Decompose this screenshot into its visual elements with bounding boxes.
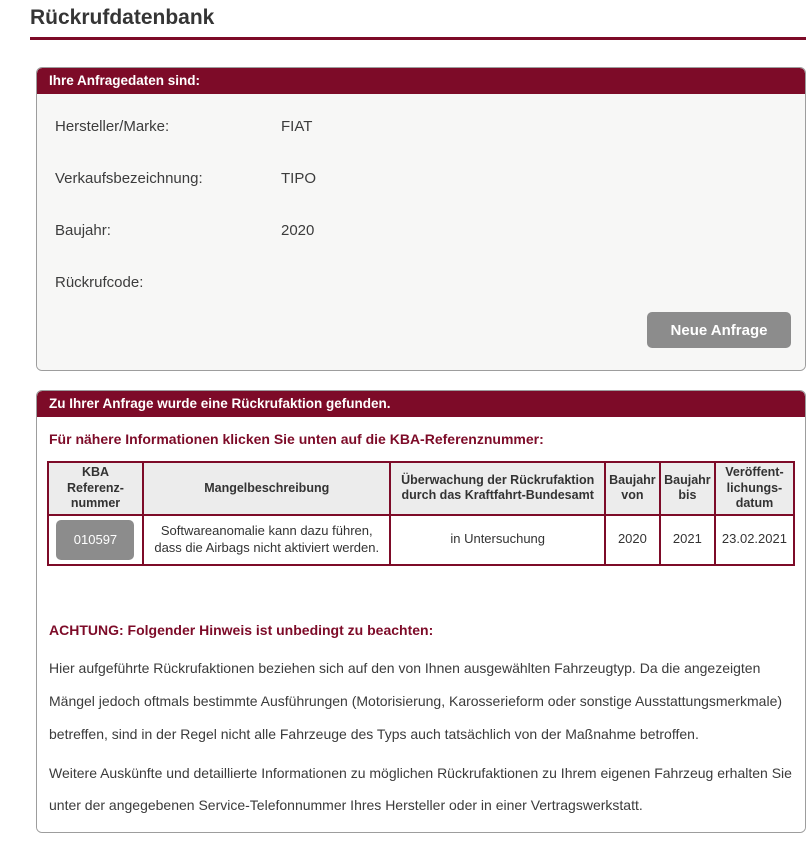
field-row-hersteller <box>55 118 795 135</box>
query-panel-body <box>37 94 805 370</box>
page-title: Rückrufdatenbank <box>30 6 806 40</box>
query-data-panel <box>36 67 806 371</box>
cell-kba-ref <box>48 515 143 565</box>
new-request-button[interactable]: Neue Anfrage <box>647 312 791 348</box>
instruction-text: Für nähere Informationen klicken Sie unten auf die KBA-Referenznummer: <box>49 431 544 447</box>
column-header-mangelbeschreibung: Mangelbeschreibung <box>143 462 390 515</box>
field-label-verkaufsbezeichnung: Verkaufsbezeichnung: <box>55 170 203 187</box>
results-panel-header: Zu Ihrer Anfrage wurde eine Rückrufaktion gefunden. <box>37 391 805 417</box>
recall-table <box>47 461 795 566</box>
field-value-baujahr: 2020 <box>281 222 315 239</box>
column-header-kba-referenznummer: KBA Referenz-nummer <box>48 462 143 515</box>
field-row-rueckrufcode <box>55 274 795 291</box>
cell-year-from: 2020 <box>605 515 660 565</box>
field-row-verkaufsbezeichnung <box>55 170 795 187</box>
cell-defect-description: Softwareanomalie kann dazu führen, dass die Airbags nicht aktiviert werden. <box>143 515 390 565</box>
table-row <box>48 515 794 565</box>
recall-table-header-row <box>48 462 794 515</box>
results-panel <box>36 390 806 833</box>
field-label-baujahr: Baujahr: <box>55 222 111 239</box>
query-panel-header: Ihre Anfragedaten sind: <box>37 68 805 94</box>
kba-reference-button[interactable]: 010597 <box>56 520 134 560</box>
field-label-rueckrufcode: Rückrufcode: <box>55 274 144 291</box>
column-header-baujahr-von: Baujahr von <box>605 462 660 515</box>
field-row-baujahr <box>55 222 795 239</box>
cell-supervision-status: in Untersuchung <box>390 515 604 565</box>
field-value-hersteller-marke: FIAT <box>281 118 313 135</box>
column-header-baujahr-bis: Baujahr bis <box>660 462 715 515</box>
field-label-hersteller-marke: Hersteller/Marke: <box>55 118 170 135</box>
note-paragraph-further-info: Weitere Auskünfte und detaillierte Informationen zu möglichen Rückrufaktionen zu Ihrem eigenen Fahrzeug erhalten Sie unter der angegebenen Service-Telefonnummer Ihres Hersteller oder in einer Vertragswerkstatt. <box>49 764 792 814</box>
results-panel-body <box>37 417 805 832</box>
cell-publication-date: 23.02.2021 <box>715 515 794 565</box>
warning-heading: ACHTUNG: Folgender Hinweis ist unbedingt zu beachten: <box>49 621 434 638</box>
note-paragraph-vehicle-type: Hier aufgeführte Rückrufaktionen beziehen sich auf den von Ihnen ausgewählten Fahrzeugtyp. Da die angezeigten Mängel jedoch oftmals bestimmte Ausführungen (Motorisierung, Karosserieform oder sonstige Ausstattungsmerkmale) betreffen, sind in der Regel nicht alle Fahrzeuge des Typs auch tatsächlich von der Maßnahme betroffen. <box>49 659 783 742</box>
recall-table-header <box>48 462 794 515</box>
field-value-verkaufsbezeichnung: TIPO <box>281 170 317 187</box>
cell-year-to: 2021 <box>660 515 715 565</box>
column-header-ueberwachung: Überwachung der Rückrufaktion durch das Kraftfahrt-Bundesamt <box>390 462 604 515</box>
column-header-veroeffentlichungsdatum: Veröffent-lichungs-datum <box>715 462 794 515</box>
